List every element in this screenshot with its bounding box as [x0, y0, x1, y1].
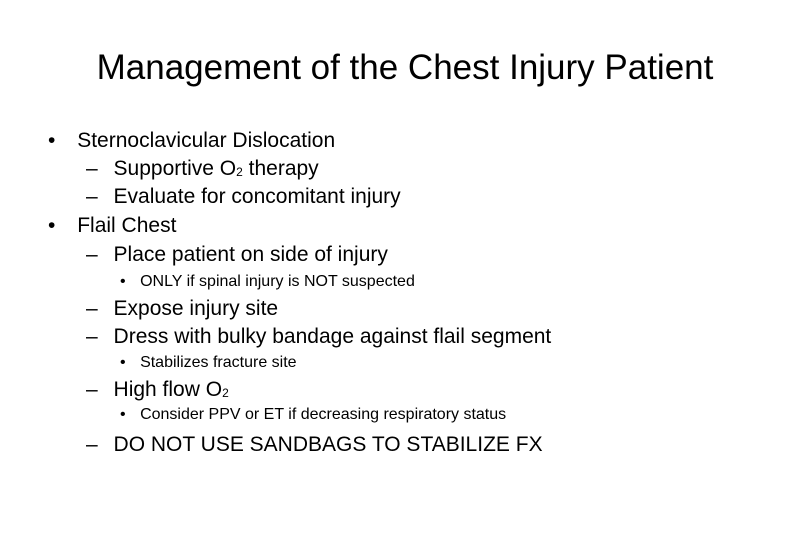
bullet-text: Evaluate for concomitant injury	[113, 185, 401, 208]
bullet-stabilizes	[120, 353, 297, 373]
bullet-expose-injury	[86, 296, 278, 322]
dash-marker: –	[86, 433, 98, 456]
bullet-consider-ppv	[120, 405, 506, 425]
bullet-marker: •	[120, 273, 126, 290]
dash-marker: –	[86, 185, 98, 208]
dash-marker: –	[86, 157, 98, 180]
dash-marker: –	[86, 325, 98, 348]
bullet-marker: •	[48, 214, 56, 237]
bullet-text: Place patient on side of injury	[113, 243, 388, 266]
bullet-text: ONLY if spinal injury is NOT suspected	[140, 273, 415, 290]
bullet-do-not-use-sandbags	[86, 432, 543, 458]
subscript-2: 2	[236, 165, 243, 179]
bullet-place-patient	[86, 242, 388, 268]
bullet-only-if-spinal	[120, 272, 415, 292]
bullet-text: Stabilizes fracture site	[140, 354, 297, 371]
bullet-marker: •	[120, 406, 126, 423]
bullet-marker: •	[48, 129, 56, 152]
bullet-dress-bandage	[86, 324, 551, 350]
bullet-marker: •	[120, 354, 126, 371]
bullet-text: Expose injury site	[113, 297, 279, 320]
bullet-flail-chest	[48, 213, 176, 239]
bullet-text: Flail Chest	[77, 214, 177, 237]
dash-marker: –	[86, 297, 98, 320]
bullet-supportive-o2	[86, 156, 319, 184]
bullet-high-flow-o2	[86, 377, 229, 405]
bullet-text: DO NOT USE SANDBAGS TO STABILIZE FX	[113, 433, 543, 456]
bullet-text: Dress with bulky bandage against flail segment	[113, 325, 552, 348]
bullet-text	[114, 378, 229, 401]
bullet-text: Consider PPV or ET if decreasing respiratory status	[140, 406, 507, 423]
dash-marker: –	[86, 378, 98, 401]
bullet-text	[114, 157, 319, 180]
dash-marker: –	[86, 243, 98, 266]
subscript-2: 2	[222, 386, 229, 400]
bullet-text: Sternoclavicular Dislocation	[77, 129, 336, 152]
bullet-text-part: High flow O	[113, 378, 223, 401]
bullet-text-part: therapy	[242, 157, 319, 180]
bullet-evaluate	[86, 184, 401, 210]
slide-title: Management of the Chest Injury Patient	[96, 48, 714, 87]
bullet-text-part: Supportive O	[113, 157, 237, 180]
bullet-sternoclavicular	[48, 128, 335, 154]
